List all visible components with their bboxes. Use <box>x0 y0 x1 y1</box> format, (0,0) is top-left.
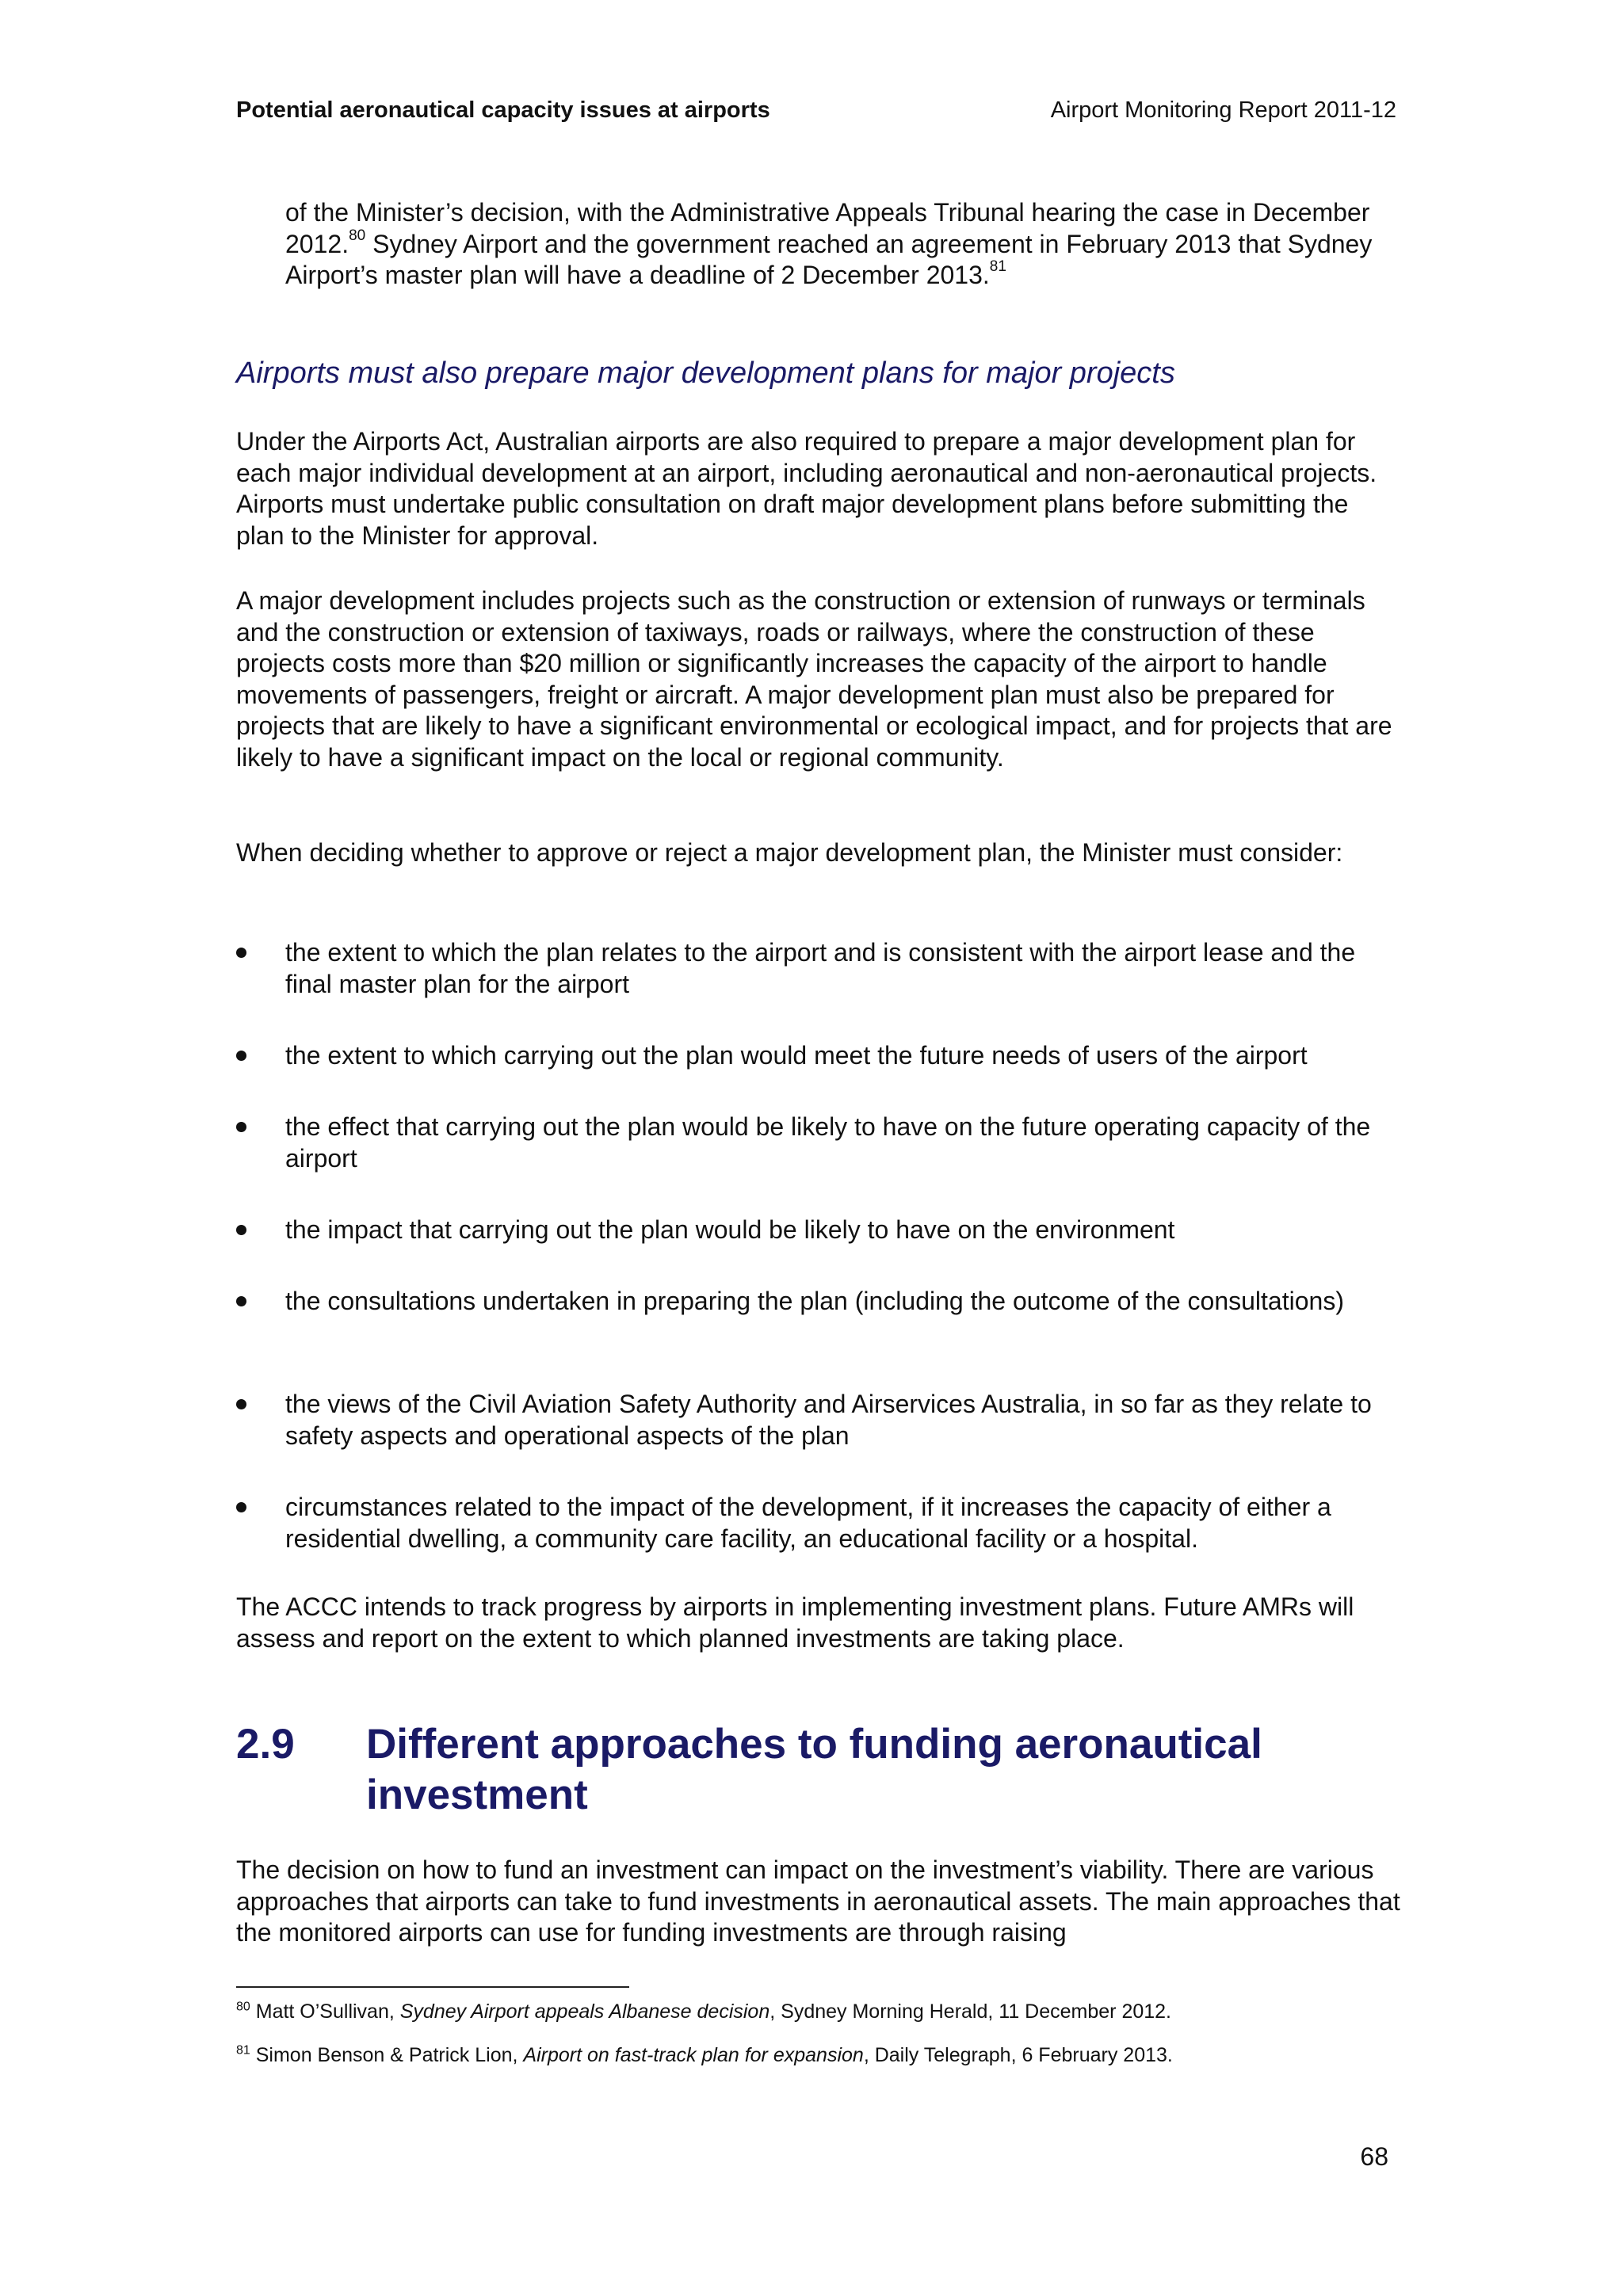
paragraph-funding-decision <box>236 1855 1401 1949</box>
bullet-icon <box>236 1399 246 1409</box>
footnote-author: Simon Benson & Patrick Lion, <box>250 2044 524 2066</box>
paragraph-text: The ACCC intends to track progress by airports in implementing investment plans. Future AMRs will assess and report on the extent to which planned investments are taking place. <box>236 1592 1354 1653</box>
paragraph-minister-consider <box>236 837 1401 869</box>
bullet-text: the consultations undertaken in preparing the plan (including the outcome of the consultations) <box>285 1287 1344 1315</box>
footnote-ref-80: 80 <box>349 227 366 244</box>
section-number: 2.9 <box>236 1721 295 1768</box>
bullet-text: the effect that carrying out the plan would be likely to have on the future operating capacity of the airport <box>285 1112 1371 1173</box>
bullet-icon <box>236 1502 246 1512</box>
bullet-icon <box>236 1296 246 1306</box>
footnote-source: , Sydney Morning Herald, 11 December 2012. <box>769 2000 1172 2023</box>
paragraph-text: Under the Airports Act, Australian airports are also required to prepare a major development plan for each major individual development at an airport, including aeronautical and non-aeronautical projects. Airports must undertake public consultation on draft major development plans before submitting the plan to the Minister for approval. <box>236 427 1377 550</box>
paragraph-text: A major development includes projects such as the construction or extension of runways or terminals and the construction or extension of taxiways, roads or railways, where the construction of these projects costs more than $20 million or significantly increases the capacity of the airport to handle movements of passengers, freight or aircraft. A major development plan must also be prepared for projects that are likely to have a significant environmental or ecological impact, and for projects that are likely to have a significant impact on the local or regional community. <box>236 586 1392 772</box>
footnote-divider <box>236 1986 629 1988</box>
footnote-number: 81 <box>236 2043 250 2058</box>
intro-text-2: Sydney Airport and the government reached an agreement in February 2013 that Sydney Airport’s master plan will have a deadline of 2 December 2013. <box>285 229 1373 289</box>
bullet-icon <box>236 1051 246 1061</box>
bullet-icon <box>236 948 246 958</box>
bullet-text: the extent to which carrying out the plan would meet the future needs of users of the airport <box>285 1041 1308 1070</box>
footnote-author: Matt O’Sullivan, <box>250 2000 400 2023</box>
paragraph-airports-act <box>236 426 1401 551</box>
footnote-source: , Daily Telegraph, 6 February 2013. <box>863 2044 1173 2066</box>
intro-text-1: of the Minister’s decision, with the Administrative Appeals Tribunal hearing the case in December 2012. <box>285 198 1370 258</box>
header-section-title: Potential aeronautical capacity issues at airports <box>236 97 770 123</box>
paragraph-major-development <box>236 585 1401 773</box>
intro-paragraph <box>285 197 1395 292</box>
section-title: Different approaches to funding aeronautical investment <box>366 1721 1262 1818</box>
footnote-number: 80 <box>236 2000 250 2014</box>
footnote-article-title: Sydney Airport appeals Albanese decision <box>399 2000 770 2023</box>
bullet-icon <box>236 1122 246 1132</box>
subheading: Airports must also prepare major development plans for major projects <box>236 357 1175 390</box>
paragraph-text: The decision on how to fund an investment can impact on the investment’s viability. There are various approaches that airports can take to fund investments in aeronautical assets. The main approaches that the monitored airports can use for funding investments are through raising <box>236 1855 1400 1947</box>
bullet-text: the views of the Civil Aviation Safety Authority and Airservices Australia, in so far as they relate to safety aspects and operational aspects of the plan <box>285 1390 1372 1450</box>
paragraph-accc-tracking <box>236 1592 1401 1654</box>
bullet-icon <box>236 1225 246 1235</box>
page-number: 68 <box>1360 2142 1388 2171</box>
footnote-80 <box>236 1999 1401 2024</box>
paragraph-text: When deciding whether to approve or reject a major development plan, the Minister must consider: <box>236 838 1343 867</box>
running-header <box>236 95 1396 125</box>
footnote-article-title: Airport on fast-track plan for expansion <box>523 2044 864 2066</box>
footnote-81 <box>236 2042 1401 2068</box>
footnote-ref-81: 81 <box>989 258 1006 276</box>
bullet-text: the extent to which the plan relates to the airport and is consistent with the airport lease and the final master plan for the airport <box>285 938 1356 998</box>
bullet-text: circumstances related to the impact of the development, if it increases the capacity of either a residential dwelling, a community care facility, an educational facility or a hospital. <box>285 1493 1331 1553</box>
bullet-text: the impact that carrying out the plan would be likely to have on the environment <box>285 1215 1175 1244</box>
header-report-title: Airport Monitoring Report 2011-12 <box>1050 97 1396 123</box>
